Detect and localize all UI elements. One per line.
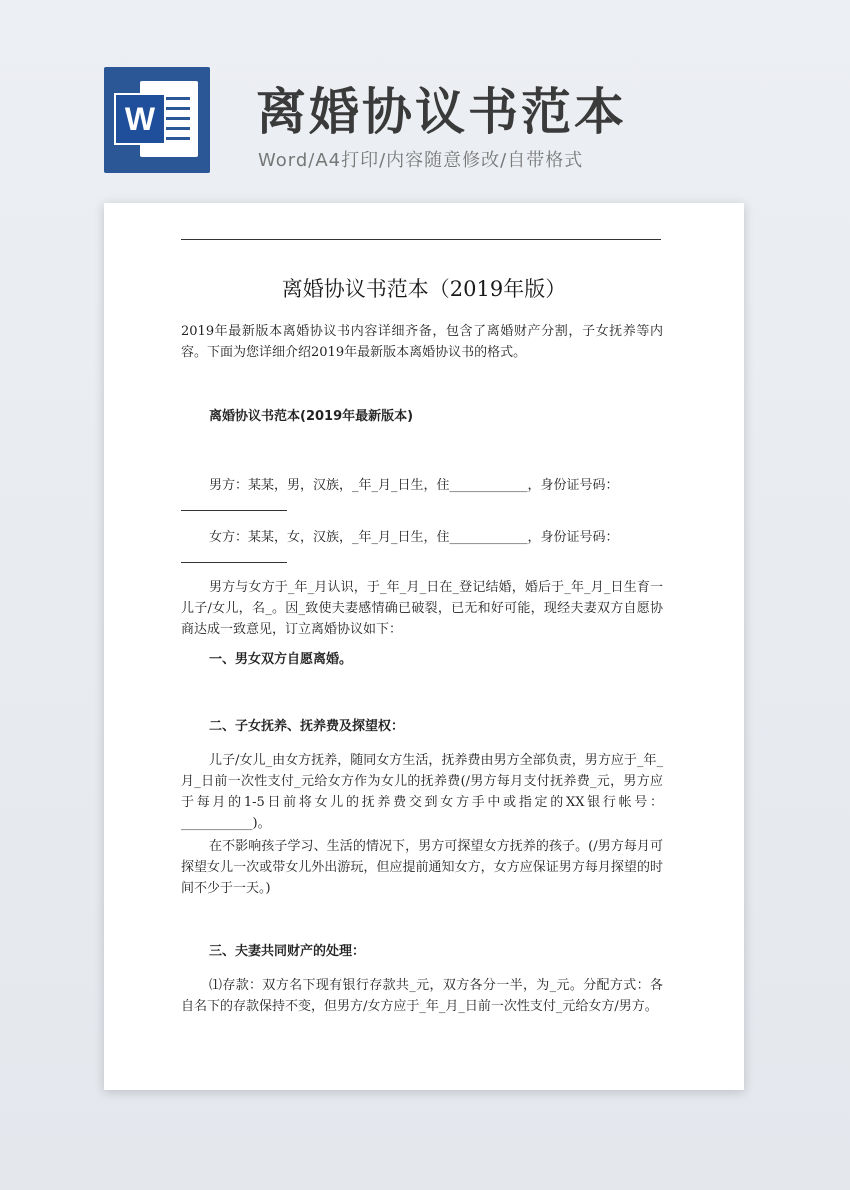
document-subheading: 离婚协议书范本(2019年最新版本) — [209, 409, 414, 424]
intro-paragraph: 2019年最新版本离婚协议书内容详细齐备，包含了离婚财产分割，子女抚养等内容。下面为您详细介绍2019年最新版本离婚协议书的格式。 — [181, 324, 663, 360]
section-2-paragraph-1: 儿子/女儿_由女方抚养，随同女方生活，抚养费由男方全部负责，男方应于_年_月_日前一次性支付_元给女方作为女儿的抚养费(/男方每月支付抚养费_元，男方应于每月的1-5日前将女儿的抚养费交到女方手中或指定的XX银行帐号：___________)。 — [181, 753, 663, 831]
top-divider — [181, 239, 661, 240]
document-page — [104, 203, 744, 1090]
section-2-heading: 二、子女抚养、抚养费及探望权： — [209, 719, 405, 734]
page-title: 离婚协议书范本 — [256, 83, 627, 141]
male-party-paragraph: 男方：某某，男，汉族，_年_月_日生，住____________，身份证号码： — [209, 478, 619, 493]
document-title: 离婚协议书范本（2019年版） — [281, 277, 567, 301]
background-paragraph: 男方与女方于_年_月认识，于_年_月_日在_登记结婚，婚后于_年_月_日生育一儿子/女儿，名_。因_致使夫妻感情确已破裂，已无和好可能，现经夫妻双方自愿协商达成一致意见，订立离婚协议如下： — [181, 580, 663, 637]
female-party-paragraph: 女方：某某，女，汉族，_年_月_日生，住____________，身份证号码： — [209, 530, 619, 545]
male-id-blank — [181, 510, 287, 511]
word-icon-letter: W — [114, 93, 166, 145]
word-icon — [104, 67, 210, 173]
section-1-heading: 一、男女双方自愿离婚。 — [209, 652, 353, 667]
female-id-blank — [181, 562, 287, 563]
section-3-heading: 三、夫妻共同财产的处理： — [209, 944, 366, 959]
section-3-paragraph-1: ⑴存款：双方名下现有银行存款共_元，双方各分一半，为_元。分配方式：各自名下的存款保持不变，但男方/女方应于_年_月_日前一次性支付_元给女方/男方。 — [181, 978, 663, 1014]
section-2-paragraph-2: 在不影响孩子学习、生活的情况下，男方可探望女方抚养的孩子。(/男方每月可探望女儿一次或带女儿外出游玩，但应提前通知女方，女方应保证男方每月探望的时间不少于一天。) — [181, 839, 663, 896]
page-subtitle: Word/A4打印/内容随意修改/自带格式 — [258, 150, 584, 171]
